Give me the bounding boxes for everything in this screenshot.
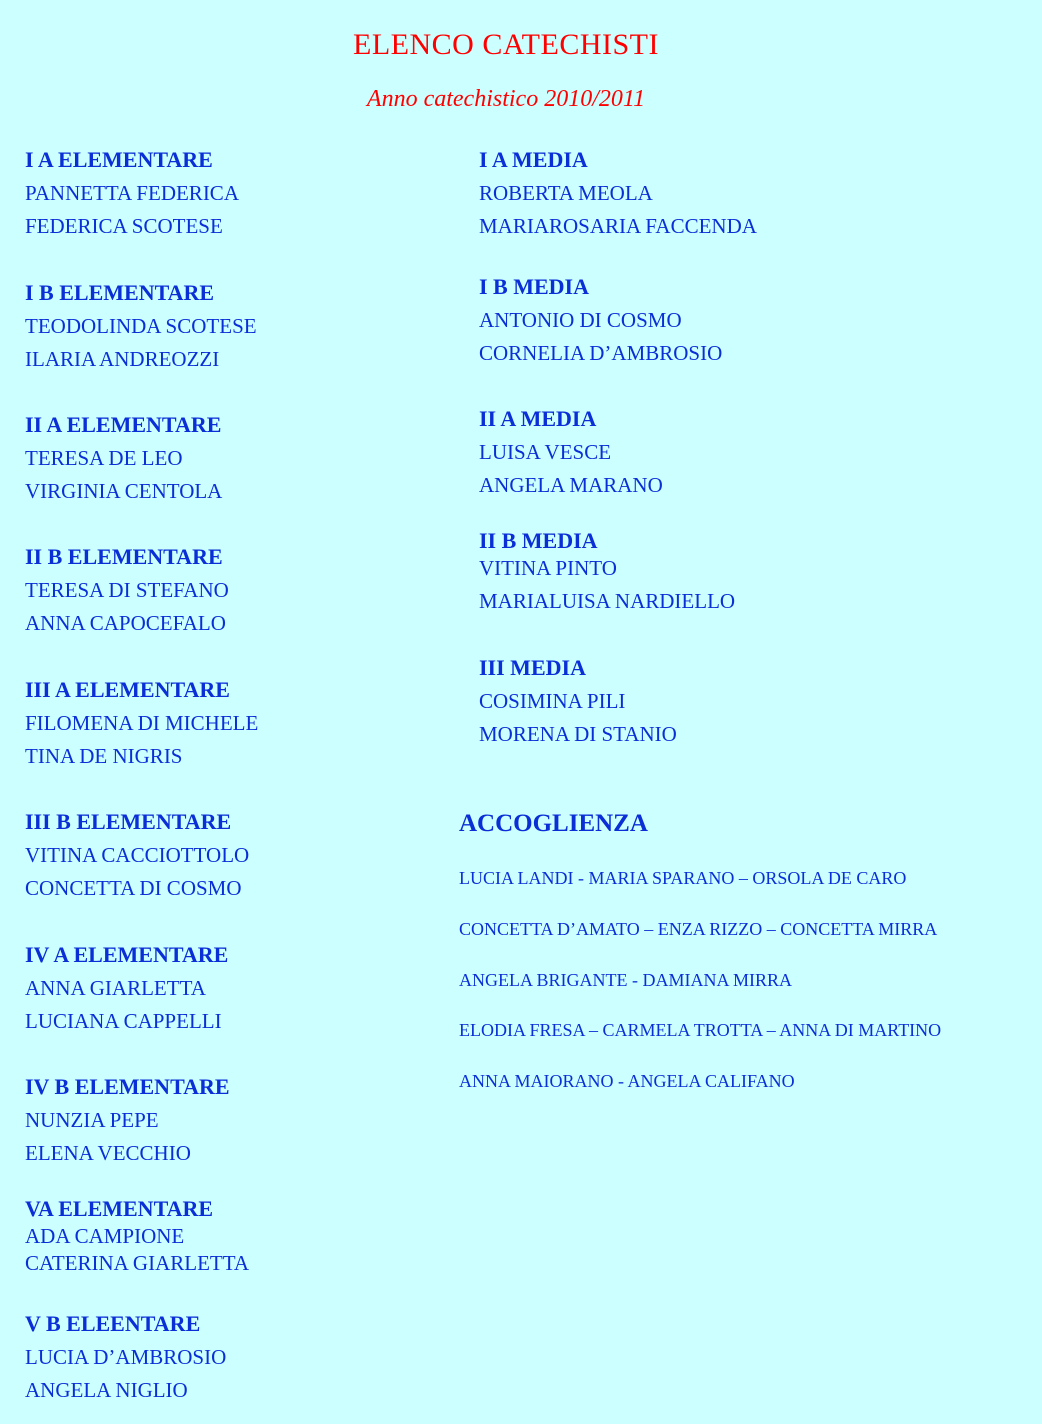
group-heading: II A MEDIA <box>479 406 597 431</box>
catechist-name: ANNA CAPOCEFALO <box>25 611 226 635</box>
catechist-name: ADA CAMPIONE <box>25 1224 185 1248</box>
catechist-name: TINA DE NIGRIS <box>25 744 183 768</box>
group-2a-media <box>479 406 663 498</box>
catechist-name: ANGELA NIGLIO <box>25 1378 188 1402</box>
group-4b-elementare <box>25 1074 230 1166</box>
accoglienza-line: LUCIA LANDI - MARIA SPARANO – ORSOLA DE CARO <box>459 868 907 888</box>
group-heading: IV A ELEMENTARE <box>25 942 229 967</box>
group-heading: VA ELEMENTARE <box>25 1196 214 1221</box>
group-heading: III A ELEMENTARE <box>25 677 230 702</box>
catechist-name: ANTONIO DI COSMO <box>479 308 682 332</box>
catechist-name: FEDERICA SCOTESE <box>25 214 223 238</box>
accoglienza-line: ELODIA FRESA – CARMELA TROTTA – ANNA DI MARTINO <box>459 1020 942 1040</box>
catechist-name: VIRGINIA CENTOLA <box>25 479 223 503</box>
page-title: ELENCO CATECHISTI <box>353 28 659 61</box>
group-heading: V B ELEENTARE <box>25 1311 201 1336</box>
catechist-name: CATERINA GIARLETTA <box>25 1251 250 1275</box>
group-heading: I B ELEMENTARE <box>25 280 215 305</box>
catechist-name: MORENA DI STANIO <box>479 722 677 746</box>
accoglienza-heading: ACCOGLIENZA <box>459 810 648 837</box>
catechist-name: TEODOLINDA SCOTESE <box>25 314 257 338</box>
catechist-name: VITINA PINTO <box>479 556 617 580</box>
group-3b-elementare <box>25 809 249 901</box>
catechist-name: MARIALUISA NARDIELLO <box>479 589 736 613</box>
group-heading: IV B ELEMENTARE <box>25 1074 230 1099</box>
catechist-name: VITINA CACCIOTTOLO <box>25 843 250 867</box>
accoglienza-line: CONCETTA D’AMATO – ENZA RIZZO – CONCETTA MIRRA <box>459 919 938 939</box>
catechist-name: CORNELIA D’AMBROSIO <box>479 341 723 365</box>
catechist-name: LUCIA D’AMBROSIO <box>25 1345 227 1369</box>
group-2b-elementare <box>25 544 229 636</box>
group-heading: II B ELEMENTARE <box>25 544 223 569</box>
group-2a-elementare <box>25 412 222 504</box>
group-heading: II A ELEMENTARE <box>25 412 222 437</box>
group-heading: III MEDIA <box>479 655 586 680</box>
accoglienza-line: ANGELA BRIGANTE - DAMIANA MIRRA <box>459 970 792 990</box>
group-3a-elementare <box>25 677 258 769</box>
page-subtitle: Anno catechistico 2010/2011 <box>366 86 646 112</box>
catechist-name: COSIMINA PILI <box>479 689 626 713</box>
catechist-name: ANNA GIARLETTA <box>25 976 206 1000</box>
catechist-name: LUCIANA CAPPELLI <box>25 1009 222 1033</box>
catechist-name: PANNETTA FEDERICA <box>25 181 239 205</box>
group-1b-media <box>479 274 722 366</box>
group-heading: III B ELEMENTARE <box>25 809 232 834</box>
catechist-name: CONCETTA DI COSMO <box>25 876 242 900</box>
accoglienza-line: ANNA MAIORANO - ANGELA CALIFANO <box>459 1071 795 1091</box>
catechist-name: LUISA VESCE <box>479 440 612 464</box>
group-heading: I B MEDIA <box>479 274 590 299</box>
group-2b-media <box>479 528 735 614</box>
catechist-name: TERESA DE LEO <box>25 446 183 470</box>
catechist-name: ROBERTA MEOLA <box>479 181 653 205</box>
catechist-name: ILARIA ANDREOZZI <box>25 347 220 371</box>
group-heading: II B MEDIA <box>479 528 598 553</box>
group-heading: I A MEDIA <box>479 147 588 172</box>
catechist-name: ANGELA MARANO <box>479 473 663 497</box>
group-1a-media <box>479 147 757 239</box>
group-1a-elementare <box>25 147 239 239</box>
catechist-name: NUNZIA PEPE <box>25 1108 159 1132</box>
catechist-name: ELENA VECCHIO <box>25 1141 191 1165</box>
group-1b-elementare <box>25 280 257 372</box>
group-3-media <box>479 655 677 747</box>
group-5a-elementare <box>25 1196 249 1276</box>
group-4a-elementare <box>25 942 228 1034</box>
group-heading: I A ELEMENTARE <box>25 147 213 172</box>
group-5b-elementare <box>25 1311 226 1403</box>
catechist-name: TERESA DI STEFANO <box>25 578 229 602</box>
catechist-name: MARIAROSARIA FACCENDA <box>479 214 757 238</box>
catechist-name: FILOMENA DI MICHELE <box>25 711 259 735</box>
